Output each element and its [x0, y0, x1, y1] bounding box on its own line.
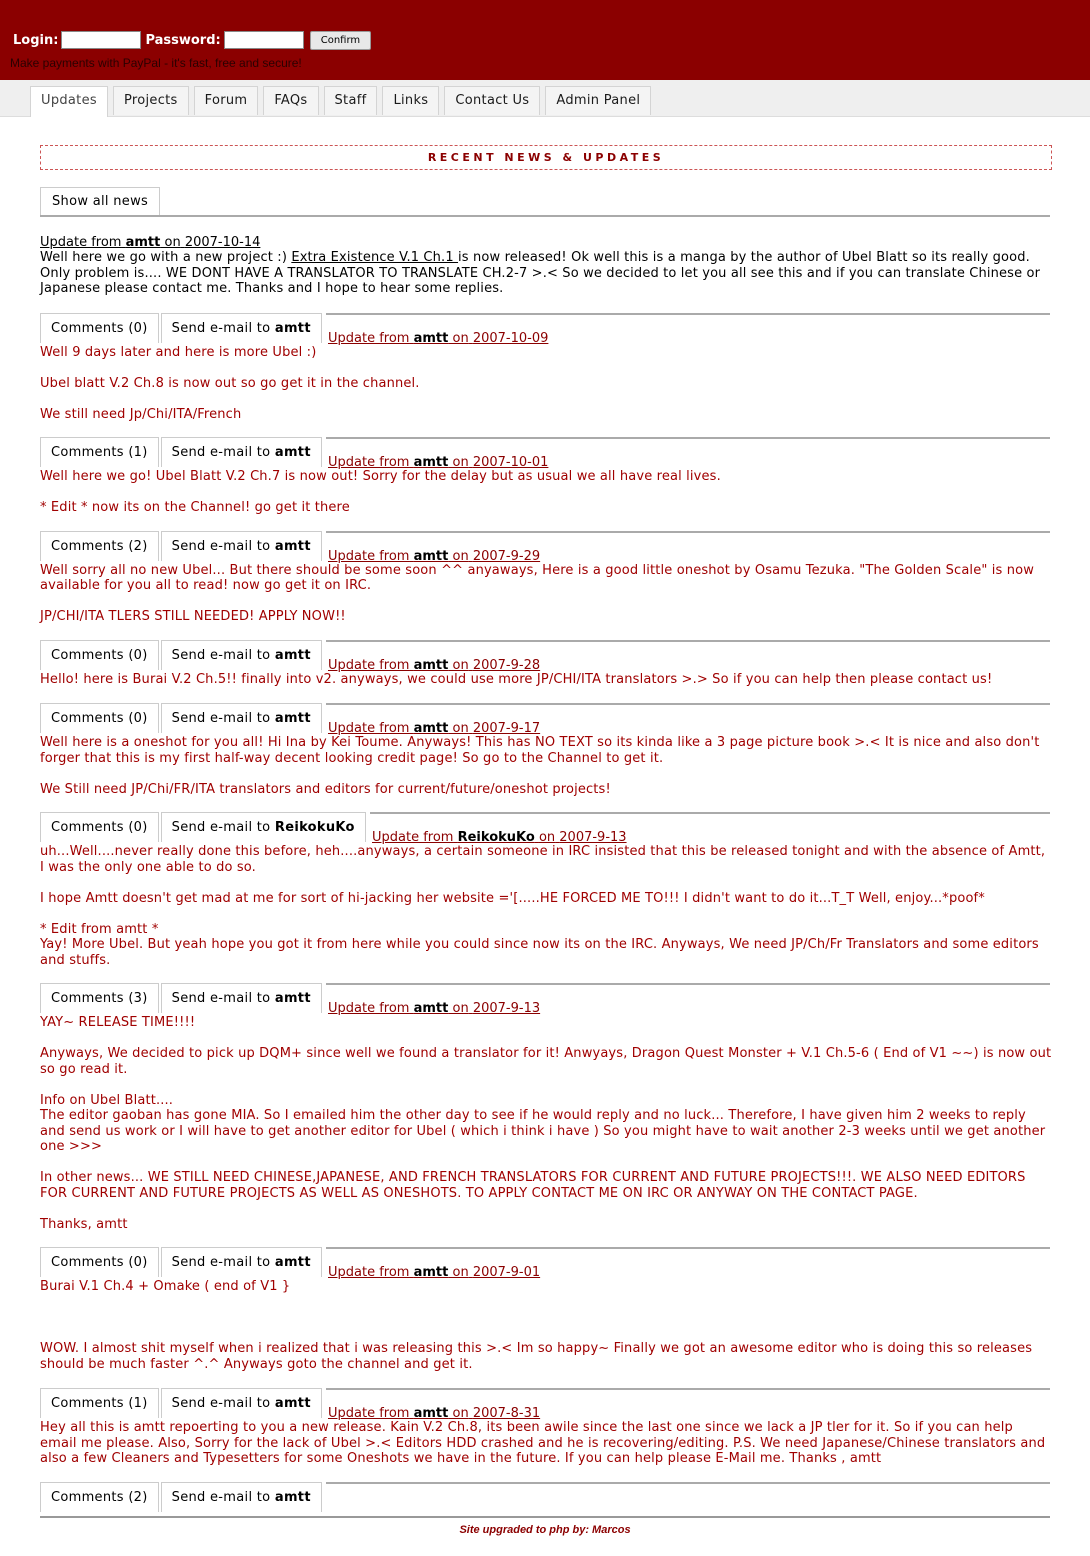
comments-count: (3) [128, 991, 148, 1006]
post-body-text: Well here we go with a new project :) [40, 250, 292, 265]
comments-button[interactable] [40, 812, 159, 842]
comments-label: Comments [51, 538, 124, 554]
comments-count: (0) [128, 320, 148, 336]
on-text: on [452, 721, 469, 736]
password-label: Password: [145, 32, 221, 48]
email-recipient: amtt [274, 991, 311, 1006]
post-body [40, 1420, 1052, 1467]
post-body [40, 735, 1052, 797]
post-paragraph: * Edit * now its on the Channel! go get it there [40, 500, 350, 515]
post-paragraph [40, 1310, 1052, 1326]
post-author: amtt [413, 548, 449, 564]
send-email-button[interactable] [161, 1388, 322, 1418]
tab-links[interactable]: Links [382, 86, 439, 115]
post-divider [326, 437, 1050, 439]
comments-button[interactable] [40, 983, 159, 1013]
post-body [40, 1279, 1052, 1372]
comments-button[interactable] [40, 640, 159, 670]
tab-faqs[interactable]: FAQs [263, 86, 318, 115]
email-recipient: amtt [274, 538, 311, 554]
post-divider [326, 640, 1050, 642]
comments-count: (2) [128, 538, 148, 554]
send-email-button[interactable] [161, 640, 322, 670]
post-body [40, 250, 1052, 297]
show-all-news-button[interactable]: Show all news [40, 187, 160, 215]
post-paragraph: Thanks, amtt [40, 1216, 128, 1232]
nav-tabs [30, 86, 656, 117]
login-label: Login: [13, 32, 59, 48]
send-email-button[interactable] [161, 703, 322, 733]
send-email-label: Send e-mail to [171, 1255, 271, 1270]
login-input[interactable] [61, 31, 141, 49]
on-text: on [452, 1406, 469, 1421]
post-divider [326, 1247, 1050, 1249]
send-email-button[interactable] [161, 1247, 322, 1277]
email-recipient: amtt [274, 1489, 311, 1505]
post-actions [40, 437, 1050, 470]
post-paragraph: I hope Amtt doesn't get mad at me for sort of hi-jacking her website ='[.....HE FORCED ME TO!!! I didn't want to do it...T_T Well, enjoy...*poof* [40, 890, 985, 906]
post-paragraph: Hey all this is amtt repoerting to you a new release. Kain V.2 Ch.8, its been awile since the last one since we lack a JP tler for it. So if you can help email me please. Also, Sorry for the lack of Ubel >.< Editors HDD crashed and he is recovering/editing. P.S. We need Japanese/Chinese translators and also a few Cleaners and Typesetters for some Oneshots we have in the future. If you can help please E-Mail me. Thanks , amtt [40, 1420, 1046, 1466]
post-author: amtt [413, 330, 449, 346]
comments-label: Comments [51, 1396, 124, 1411]
send-email-button[interactable] [161, 437, 322, 467]
post-paragraph: Well here we go! Ubel Blatt V.2 Ch.7 is now out! Sorry for the delay but as usual we all have real lives. [40, 469, 721, 484]
on-text: on [452, 1001, 469, 1016]
post-date: 2007-9-29 [472, 548, 541, 564]
recent-news-heading: RECENT NEWS & UPDATES [40, 145, 1052, 170]
post-body [40, 469, 1052, 516]
post-actions [40, 1388, 1050, 1421]
post-date: 2007-8-31 [472, 1406, 541, 1421]
send-email-button[interactable] [161, 531, 322, 561]
post-paragraph: Well sorry all no new Ubel... But there should be some soon ^^ anyaways, Here is a good little oneshot by Osamu Tezuka. "The Golden Scale" is now available for you all to read! now go get it on IRC. [40, 562, 1035, 593]
post-title-link[interactable] [328, 549, 540, 564]
post-author: amtt [413, 721, 449, 736]
footer-credit: Site upgraded to php by: Marcos [459, 1524, 631, 1536]
post-author: amtt [413, 657, 449, 673]
project-link[interactable]: Extra Existence V.1 Ch.1 [291, 250, 459, 265]
on-text: on [452, 548, 469, 564]
post-body [40, 563, 1052, 625]
post-date: 2007-10-14 [184, 235, 261, 250]
comments-count: (1) [128, 445, 148, 460]
update-from-text: Update from [328, 1001, 410, 1016]
post-actions [40, 1482, 1050, 1512]
password-input[interactable] [224, 31, 304, 49]
send-email-label: Send e-mail to [171, 320, 271, 336]
comments-count: (0) [128, 1255, 148, 1270]
comments-button[interactable] [40, 1388, 159, 1418]
post-title-link[interactable] [328, 721, 540, 736]
email-recipient: amtt [274, 1396, 311, 1411]
login-form [13, 30, 371, 50]
comments-label: Comments [51, 320, 124, 336]
post-author: amtt [413, 1265, 449, 1280]
post-author: amtt [413, 1406, 449, 1421]
post-date: 2007-9-17 [472, 721, 541, 736]
post-paragraph: We still need Jp/Chi/ITA/French [40, 406, 242, 422]
post-actions [40, 983, 1050, 1016]
comments-button[interactable] [40, 313, 159, 343]
post-paragraph: Ubel blatt V.2 Ch.8 is now out so go get it in the channel. [40, 375, 420, 391]
post-author: amtt [413, 1001, 449, 1016]
post-divider [326, 531, 1050, 533]
news-content [40, 145, 1052, 1512]
send-email-label: Send e-mail to [171, 1396, 271, 1411]
post-author: amtt [413, 455, 449, 470]
post-title-link[interactable] [328, 1265, 540, 1280]
comments-button[interactable] [40, 1482, 159, 1512]
post-paragraph: Well here is a oneshot for you all! Hi Ina by Kei Toume. Anyways! This has NO TEXT so its kinda like a 3 page picture book >.< It is nice and also don't forger that this is my first half-way decent looking credit page! So go to the Channel to get it. [40, 735, 1040, 766]
post-paragraph: * Edit from amtt * Yay! More Ubel. But yeah hope you got it from here while you could since now its on the IRC. Anyways, We need JP/Ch/Fr Translators and some editors and stuffs. [40, 921, 1039, 968]
post-divider [326, 1482, 1050, 1484]
email-recipient: amtt [274, 1255, 311, 1270]
post-title-link[interactable] [328, 331, 548, 346]
send-email-button[interactable] [161, 983, 322, 1013]
comments-label: Comments [51, 647, 124, 663]
update-from-text: Update from [372, 830, 454, 845]
post-body [40, 672, 1052, 688]
comments-button[interactable] [40, 531, 159, 561]
comments-button[interactable] [40, 703, 159, 733]
send-email-button[interactable] [161, 313, 322, 343]
tab-staff[interactable]: Staff [324, 86, 378, 115]
comments-count: (2) [128, 1489, 148, 1505]
on-text: on [452, 330, 469, 346]
update-from-text: Update from [328, 1265, 410, 1280]
comments-label: Comments [51, 1255, 124, 1270]
send-email-label: Send e-mail to [171, 445, 271, 460]
post-paragraph: Info on Ubel Blatt.... The editor gaoban has gone MIA. So I emailed him the other day to see if he would reply and no luck... Therefore, I have given him 2 weeks to reply and send us work or I will have to get another editor for Ubel ( which i think i have ) So you might have to wait another 2-3 weeks until we get another one >>> [40, 1092, 1046, 1154]
post-paragraph: uh...Well....never really done this before, heh....anyways, a certain someone in IRC insisted that this be released tonight and with the absence of Amtt, I was the only one able to do so. [40, 844, 1046, 875]
post-actions [40, 531, 1050, 564]
post-paragraph: Anyways, We decided to pick up DQM+ since well we found a translator for it! Anwyays, Dragon Quest Monster + V.1 Ch.5-6 ( End of V1 ~~) is now out so go read it. [40, 1046, 1052, 1077]
tab-forum[interactable]: Forum [194, 86, 259, 115]
post-date: 2007-9-01 [472, 1265, 541, 1280]
post-author: ReikokuKo [457, 830, 535, 845]
on-text: on [164, 235, 181, 250]
post-paragraph: We Still need JP/Chi/FR/ITA translators and editors for current/future/oneshot projects! [40, 781, 611, 797]
post-date: 2007-9-28 [472, 657, 541, 673]
post-author: amtt [125, 235, 161, 250]
news-post-first [40, 235, 1052, 297]
comments-count: (0) [128, 820, 148, 835]
email-recipient: amtt [274, 647, 311, 663]
comments-button[interactable] [40, 437, 159, 467]
comments-label: Comments [51, 991, 124, 1006]
post-body [40, 1015, 1052, 1232]
post-actions [40, 1247, 1050, 1280]
post-date: 2007-10-09 [472, 330, 549, 346]
post-body [40, 844, 1052, 968]
on-text: on [452, 455, 469, 470]
update-from-text: Update from [328, 1406, 410, 1421]
post-paragraph: Well 9 days later and here is more Ubel :) [40, 344, 317, 360]
send-email-label: Send e-mail to [171, 991, 271, 1006]
comments-count: (0) [128, 647, 148, 663]
on-text: on [452, 657, 469, 673]
post-paragraph: JP/CHI/ITA TLERS STILL NEEDED! APPLY NOW!! [40, 609, 346, 624]
news-posts-list [40, 313, 1052, 1512]
update-from-text: Update from [328, 721, 410, 736]
post-title-link[interactable] [328, 455, 548, 470]
send-email-button[interactable] [161, 1482, 322, 1512]
send-email-button[interactable] [161, 812, 366, 842]
paypal-text: Make payments with PayPal - it's fast, free and secure! [10, 56, 302, 70]
post-paragraph: YAY~ RELEASE TIME!!!! [40, 1015, 196, 1030]
comments-count: (1) [128, 1396, 148, 1411]
top-banner [0, 0, 1090, 80]
post-paragraph: Burai V.1 Ch.4 + Omake ( end of V1 } [40, 1279, 291, 1294]
post-body-text: is now released! Ok well this is a manga by the author of Ubel Blatt so its really good. Only problem is.... WE DONT HAVE A TRANSLATOR TO TRANSLATE CH.2-7 >.< So we decided to let you all see this and if you can translate Chinese or Japanese please contact me. Thanks and I hope to hear some replies. [40, 250, 1041, 296]
confirm-button[interactable]: Confirm [310, 31, 371, 50]
tab-admin-panel[interactable]: Admin Panel [545, 86, 651, 115]
post-date: 2007-9-13 [472, 1001, 541, 1016]
post-title-link[interactable] [372, 830, 627, 845]
post-divider [326, 313, 1050, 315]
post-divider [326, 703, 1050, 705]
post-date: 2007-9-13 [559, 830, 627, 845]
tab-updates[interactable]: Updates [30, 86, 108, 117]
post-actions [40, 812, 1050, 845]
comments-label: Comments [51, 445, 124, 460]
post-divider [326, 983, 1050, 985]
post-title-link[interactable] [40, 235, 1052, 250]
send-email-label: Send e-mail to [171, 1489, 271, 1505]
update-from-text: Update from [328, 657, 410, 673]
email-recipient: amtt [274, 445, 311, 460]
post-body [40, 345, 1052, 423]
footer-divider [40, 1516, 1050, 1518]
send-email-label: Send e-mail to [171, 647, 271, 663]
comments-label: Comments [51, 711, 124, 726]
email-recipient: amtt [274, 320, 311, 336]
email-recipient: ReikokuKo [274, 820, 355, 835]
post-paragraph: Hello! here is Burai V.2 Ch.5!! finally into v2. anyways, we could use more JP/CHI/ITA translators >.> So if you can help then please contact us! [40, 671, 993, 687]
post-divider [370, 812, 1050, 814]
post-title-link[interactable] [328, 658, 540, 673]
post-date: 2007-10-01 [472, 455, 549, 470]
update-from-text: Update from [328, 548, 410, 564]
email-recipient: amtt [274, 711, 311, 726]
show-all-row [40, 187, 1050, 217]
nav-bar [0, 80, 1090, 117]
post-paragraph: In other news... WE STILL NEED CHINESE,JAPANESE, AND FRENCH TRANSLATORS FOR CURRENT AND FUTURE PROJECTS!!!. WE ALSO NEED EDITORS FOR CURRENT AND FUTURE PROJECTS AS WELL AS ONESHOTS. TO APPLY CONTACT ME ON IRC OR ANYWAY ON THE CONTACT PAGE. [40, 1170, 1026, 1201]
tab-contact-us[interactable]: Contact Us [444, 86, 540, 115]
comments-label: Comments [51, 820, 124, 835]
post-actions [40, 703, 1050, 736]
update-from-text: Update from [328, 455, 410, 470]
update-from-text: Update from [328, 330, 410, 346]
comments-count: (0) [128, 711, 148, 726]
post-paragraph: WOW. I almost shit myself when i realized that i was releasing this >.< Im so happy~ Finally we got an awesome editor who is doing this so releases should be much faster ^.^ Anyways goto the channel and get it. [40, 1341, 1033, 1372]
post-actions [40, 640, 1050, 673]
send-email-label: Send e-mail to [171, 820, 271, 835]
post-divider [326, 1388, 1050, 1390]
comments-label: Comments [51, 1489, 124, 1505]
post-title-link[interactable] [328, 1406, 540, 1421]
update-from-text: Update from [40, 235, 122, 250]
send-email-label: Send e-mail to [171, 711, 271, 726]
comments-button[interactable] [40, 1247, 159, 1277]
post-actions [40, 313, 1050, 346]
on-text: on [452, 1265, 469, 1280]
send-email-label: Send e-mail to [171, 538, 271, 554]
post-title-link[interactable] [328, 1001, 540, 1016]
on-text: on [538, 830, 556, 845]
tab-projects[interactable]: Projects [113, 86, 189, 115]
